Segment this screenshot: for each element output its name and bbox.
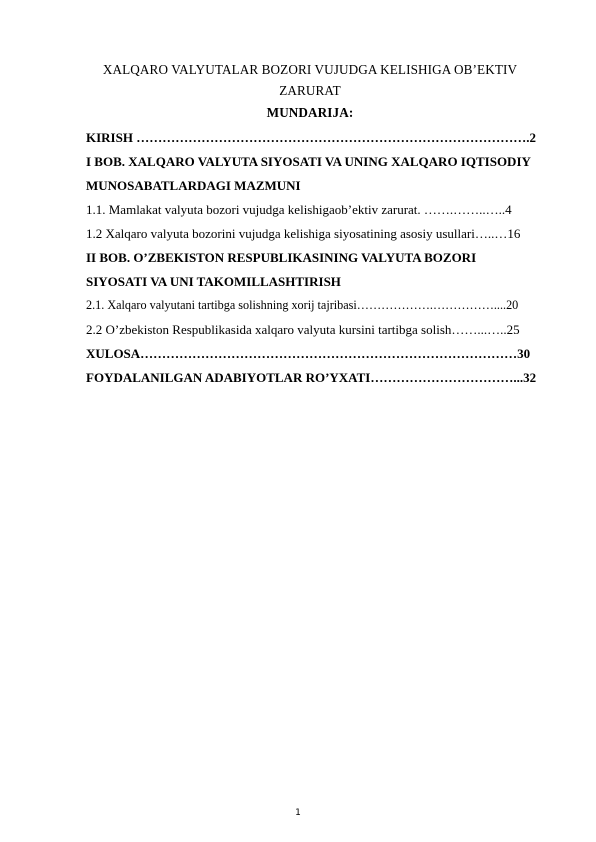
toc-chapter-1-line-2: MUNOSABATLARDAGI MAZMUNI bbox=[86, 178, 301, 193]
toc-entry-1-2: 1.2 Xalqaro valyuta bozorini vujudga kelishiga siyosatining asosiy usullari…..…16 bbox=[86, 226, 521, 241]
page-number: 1 bbox=[295, 808, 301, 818]
toc-entry-2-2: 2.2 O’zbekiston Respublikasida xalqaro valyuta kursini tartibga solish……...…..25 bbox=[86, 322, 520, 337]
toc-chapter-2-line-1: II BOB. O’ZBEKISTON RESPUBLIKASINING VALYUTA BOZORI bbox=[86, 250, 477, 265]
contents-heading: MUNDARIJA: bbox=[266, 105, 354, 120]
toc-entry-references: FOYDALANILGAN ADABIYOTLAR RO’YXATI……………………………...32 bbox=[86, 370, 537, 385]
toc-chapter-1-line-1: I BOB. XALQARO VALYUTA SIYOSATI VA UNING XALQARO IQTISODIY bbox=[86, 154, 531, 169]
toc-entry-xulosa: XULOSA……………………………………………………………………………30 bbox=[86, 346, 531, 361]
document-title-line-1: XALQARO VALYUTALAR BOZORI VUJUDGA KELISHIGA OB’EKTIV bbox=[102, 62, 518, 77]
toc-entry-1-1: 1.1. Mamlakat valyuta bozori vujudga kelishigaob’ektiv zarurat. …….……..…..4 bbox=[86, 202, 512, 217]
toc-entry-2-1: 2.1. Xalqaro valyutani tartibga solishning xorij tajribasi……………….……………....20 bbox=[86, 298, 519, 312]
toc-entry-kirish: KIRISH ……………………………………………………………………………….2 bbox=[86, 130, 536, 145]
document-title-line-2: ZARURAT bbox=[279, 83, 341, 98]
toc-chapter-2-line-2: SIYOSATI VA UNI TAKOMILLASHTIRISH bbox=[86, 274, 341, 289]
